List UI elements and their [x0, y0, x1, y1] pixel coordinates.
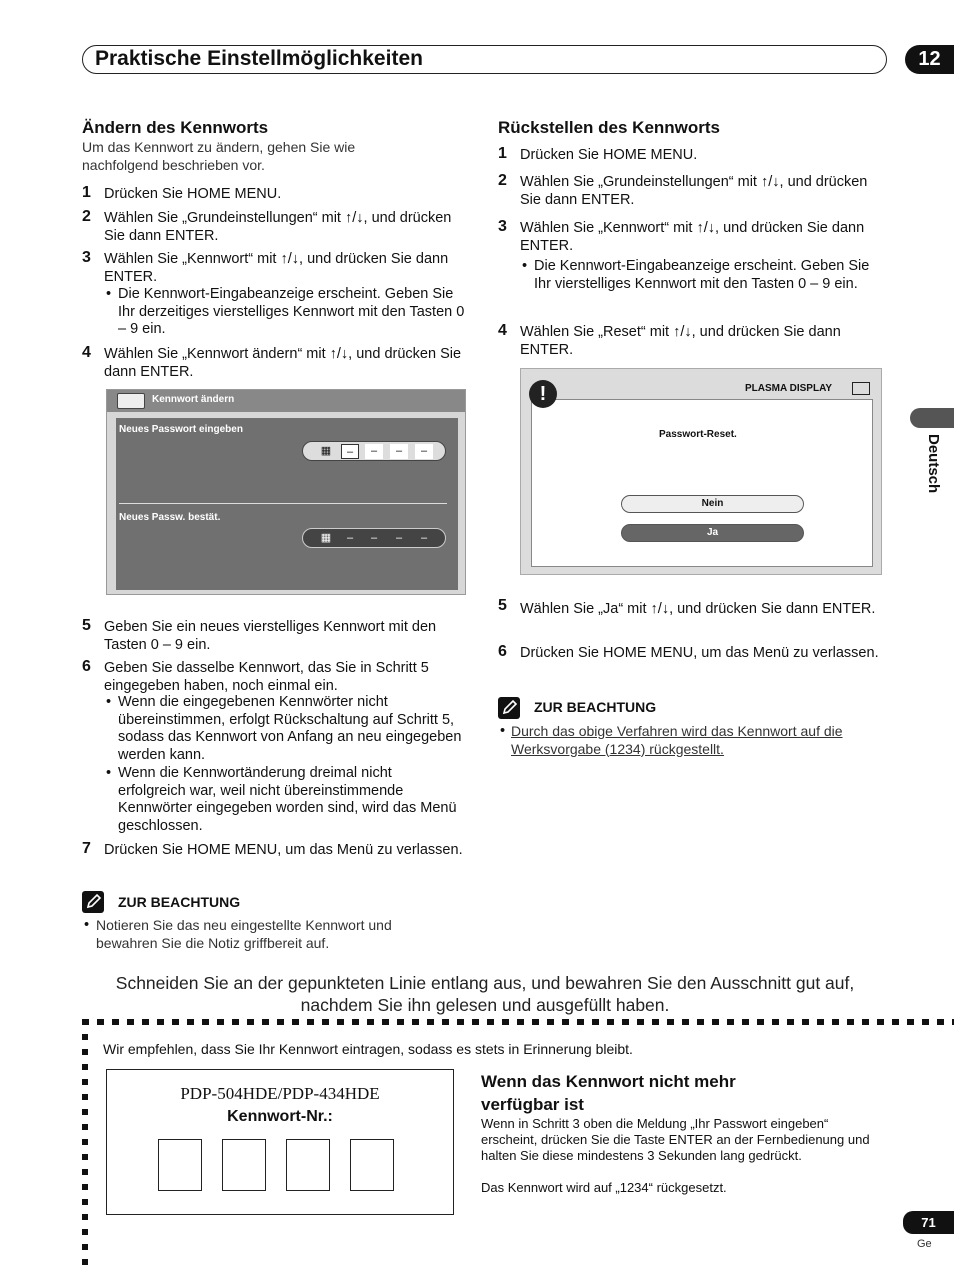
- left-heading: Ändern des Kennworts: [82, 118, 269, 137]
- keypad-icon: ▦: [320, 445, 332, 457]
- step-number: 4: [498, 322, 507, 339]
- step-text: Geben Sie ein neues vierstelliges Kennwort mit den Tasten 0 – 9 ein.: [104, 619, 437, 653]
- step-text: Wählen Sie „Grundeinstellungen“ mit ↑/↓, und drücken Sie dann ENTER.: [104, 210, 452, 244]
- change-password-screen: [106, 389, 466, 595]
- bullet-text: Wenn die eingegebenen Kennwörter nicht übereinstimmen, erfolgt Rückschaltung auf Schritt 5, sodass das Kennwort von Anfang an neu eingegeben werden kann.: [118, 694, 462, 763]
- digit-cell: –: [395, 532, 403, 544]
- bullet-text: Wenn die Kennwortänderung dreimal nicht erfolgreich war, weil nicht übereinstimmende Kennwörter eingegeben worden sind, wird das Menü geschlossen.: [118, 765, 457, 834]
- password-digit-box[interactable]: [158, 1139, 202, 1191]
- page-number: 71: [903, 1211, 954, 1234]
- screen-titlebar: [107, 390, 465, 412]
- bullet-text: Die Kennwort-Eingabeanzeige erscheint. Geben Sie Ihr derzeitiges vierstelliges Kennwort mit den Tasten 0 – 9 ein.: [118, 286, 465, 337]
- screen-body: [116, 418, 458, 590]
- reset-message: Passwort-Reset.: [659, 429, 737, 440]
- model-number: PDP-504HDE/PDP-434HDE: [180, 1084, 380, 1103]
- confirm-password-field[interactable]: [302, 528, 446, 548]
- forgot-heading: Wenn das Kennwort nicht mehr verfügbar ist: [481, 1072, 736, 1114]
- password-card: [106, 1069, 454, 1215]
- cut-line-vertical: [82, 1019, 88, 1274]
- warning-icon: !: [529, 380, 557, 408]
- cut-line-horizontal: [82, 1019, 954, 1025]
- step-text: Wählen Sie „Kennwort“ mit ↑/↓, und drücken Sie dann ENTER.: [104, 251, 449, 285]
- step-text: Wählen Sie „Kennwort ändern“ mit ↑/↓, und drücken Sie dann ENTER.: [104, 346, 462, 380]
- note-text: Durch das obige Verfahren wird das Kennwort auf die Werksvorgabe (1234) rückgestellt.: [511, 723, 843, 757]
- step-number: 6: [498, 643, 507, 660]
- step-number: 2: [82, 208, 91, 225]
- keypad-icon: ▦: [320, 532, 332, 544]
- digit-cell: –: [415, 444, 433, 459]
- password-reset-screen: [520, 368, 882, 575]
- forgot-text: Wenn in Schritt 3 oben die Meldung „Ihr Passwort eingeben“ erscheint, drücken Sie die Taste ENTER an der Fernbedienung und halten Sie diese mindestens 3 Sekunden lang gedrückt.: [481, 1116, 870, 1163]
- note-pencil-icon: [82, 891, 104, 913]
- new-password-field[interactable]: [302, 441, 446, 461]
- bullet-dot: •: [106, 286, 112, 302]
- note-pencil-icon: [498, 697, 520, 719]
- chapter-badge: 12: [905, 45, 954, 74]
- brand-label: PLASMA DISPLAY: [745, 383, 833, 394]
- step-number: 4: [82, 344, 91, 361]
- step-text: Wählen Sie „Kennwort“ mit ↑/↓, und drücken Sie dann ENTER.: [520, 220, 865, 254]
- page-title: Praktische Einstellmöglichkeiten: [95, 47, 423, 70]
- cut-instruction: Schneiden Sie an der gepunkteten Linie entlang aus, und bewahren Sie den Ausschnitt gut auf, nachdem Sie ihn gelesen und ausgefüllt haben.: [115, 973, 855, 1015]
- password-digit-box[interactable]: [222, 1139, 266, 1191]
- step-text: Drücken Sie HOME MENU.: [520, 147, 698, 163]
- digit-cell: –: [390, 444, 408, 459]
- password-digit-box[interactable]: [286, 1139, 330, 1191]
- note-label: ZUR BEACHTUNG: [118, 894, 241, 910]
- side-tab-marker: [910, 408, 954, 428]
- step-number: 2: [498, 172, 507, 189]
- step-text: Drücken Sie HOME MENU, um das Menü zu verlassen.: [520, 645, 879, 661]
- bullet-dot: •: [106, 765, 112, 781]
- digit-cell: –: [420, 532, 428, 544]
- step-text: Geben Sie dasselbe Kennwort, das Sie in Schritt 5 eingegeben haben, noch einmal ein.: [104, 660, 429, 694]
- step-number: 1: [498, 145, 507, 162]
- step-number: 5: [82, 617, 91, 634]
- bullet-dot: •: [106, 694, 112, 710]
- bullet-dot: •: [522, 258, 528, 274]
- dialog-body: [531, 399, 873, 567]
- step-number: 3: [498, 218, 507, 235]
- step-text: Wählen Sie „Reset“ mit ↑/↓, und drücken Sie dann ENTER.: [520, 324, 841, 358]
- step-number: 6: [82, 658, 91, 675]
- step-number: 3: [82, 249, 91, 266]
- digit-cell: –: [370, 532, 378, 544]
- bullet-text: Die Kennwort-Eingabeanzeige erscheint. Geben Sie Ihr vierstelliges Kennwort mit den Tasten 0 – 9 ein.: [534, 258, 870, 292]
- password-digit-box[interactable]: [350, 1139, 394, 1191]
- display-icon: [852, 382, 870, 395]
- no-button[interactable]: Nein: [621, 495, 804, 513]
- yes-button[interactable]: Ja: [621, 524, 804, 542]
- menu-icon: [117, 393, 145, 409]
- recommendation-text: Wir empfehlen, dass Sie Ihr Kennwort eintragen, sodass es stets in Erinnerung bleibt.: [103, 1041, 633, 1057]
- step-number: 7: [82, 840, 91, 857]
- step-text: Drücken Sie HOME MENU.: [104, 186, 282, 202]
- digit-cell: –: [346, 532, 354, 544]
- step-number: 5: [498, 597, 507, 614]
- forgot-result: Das Kennwort wird auf „1234“ rückgesetzt.: [481, 1180, 727, 1195]
- bullet-dot: •: [84, 917, 90, 933]
- step-text: Wählen Sie „Grundeinstellungen“ mit ↑/↓, und drücken Sie dann ENTER.: [520, 174, 868, 208]
- language-code: Ge: [917, 1238, 932, 1250]
- side-tab-label: Deutsch: [925, 434, 942, 494]
- digit-cell: –: [365, 444, 383, 459]
- note-text: Notieren Sie das neu eingestellte Kennwort und bewahren Sie die Notiz griffbereit auf.: [96, 917, 392, 951]
- right-heading: Rückstellen des Kennworts: [498, 118, 721, 137]
- new-password-label: Neues Passwort eingeben: [119, 424, 243, 435]
- screen-title: Kennwort ändern: [152, 394, 235, 405]
- password-no-label: Kennwort-Nr.:: [227, 1108, 333, 1125]
- left-intro: Um das Kennwort zu ändern, gehen Sie wie nachfolgend beschrieben vor.: [82, 139, 356, 173]
- divider: [119, 503, 447, 504]
- step-number: 1: [82, 184, 91, 201]
- confirm-password-label: Neues Passw. bestät.: [119, 512, 221, 523]
- bullet-dot: •: [500, 723, 506, 739]
- note-label: ZUR BEACHTUNG: [534, 699, 657, 715]
- step-text: Drücken Sie HOME MENU, um das Menü zu verlassen.: [104, 842, 463, 858]
- digit-cell: –: [341, 444, 359, 459]
- step-text: Wählen Sie „Ja“ mit ↑/↓, und drücken Sie dann ENTER.: [520, 601, 876, 617]
